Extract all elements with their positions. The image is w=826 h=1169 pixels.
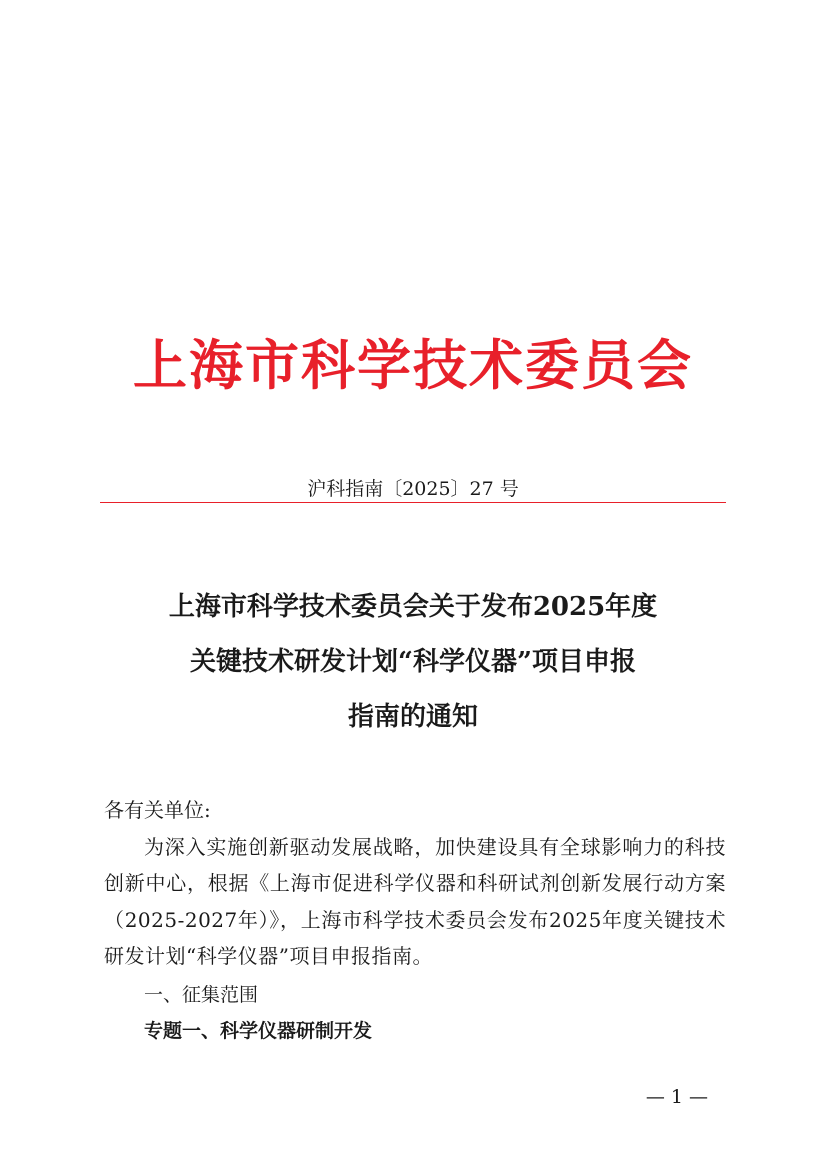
red-divider-line: [100, 502, 726, 503]
subsection-heading: 专题一、科学仪器研制开发: [144, 1020, 373, 1042]
issuing-organization-header: 上海市科学技术委员会: [133, 333, 693, 397]
notice-title-line: 上海市科学技术委员会关于发布2025年度: [168, 592, 658, 622]
notice-title: [110, 580, 716, 745]
page-number: — 1 —: [645, 1086, 708, 1108]
document-number: 沪科指南〔2025〕27 号: [307, 478, 519, 500]
salutation: 各有关单位:: [104, 798, 211, 822]
section-heading: 一、征集范围: [144, 983, 259, 1006]
notice-title-line: 指南的通知: [347, 702, 478, 732]
notice-title-line: 关键技术研发计划“科学仪器”项目申报: [190, 647, 636, 677]
notice-body: [104, 792, 726, 1050]
body-paragraph: 为深入实施创新驱动发展战略，加快建设具有全球影响力的科技创新中心，根据《上海市促进科学仪器和科研试剂创新发展行动方案（2025-2027年）》，上海市科学技术委员会发布2025年度关键技术研发计划“科学仪器”项目申报指南。: [104, 834, 726, 968]
